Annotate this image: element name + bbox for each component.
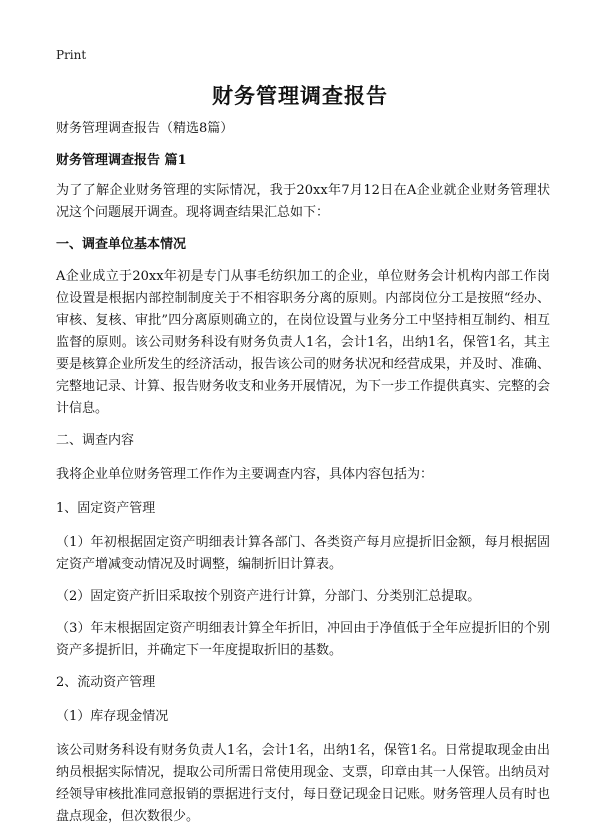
section1-heading: 一、调查单位基本情况 [56, 237, 187, 252]
section1-paragraph: A企业成立于20xx年初是专门从事毛纺织加工的企业，单位财务会计机构内部工作岗位设置是根据内部控制制度关于不相容职务分离的原则。内部岗位分工是按照“经办、审核、复核、审批”四分离原则确立的，在岗位设置与业务分工中坚持相互制约、相互监督的原则。该公司财务科设有财务负责人1名，会计1名，出纳1名，保管1名，其主要是核算企业所发生的经济活动，报告该公司的财务状况和经营成果，并及时、准确、完整地记录、计算、报告财务收支和业务开展情况，为下一步工作提供真实、完整的会计信息。 [56, 269, 551, 416]
document-body [56, 118, 550, 838]
section2-intro: 我将企业单位财务管理工作作为主要调查内容，具体内容包括为： [56, 467, 434, 482]
sub2-item1-heading: （1）库存现金情况 [56, 709, 169, 724]
sub2-item1-paragraph: 该公司财务科设有财务负责人1名，会计1名，出纳1名，保管1名。日常提取现金由出纳员根据实际情况，提取公司所需日常使用现金、支票，印章由其一人保管。出纳员对经领导审核批准同意报销的票据进行支付，每日登记现金日记账。财务管理人员有时也盘点现金，但次数很少。 [56, 743, 551, 824]
section2-heading: 二、调查内容 [56, 433, 135, 448]
sub1-item-1: （1）年初根据固定资产明细表计算各部门、各类资产每月应提折旧金额，每月根据固定资产增减变动情况及时调整，编制折旧计算表。 [56, 535, 550, 572]
page-title: 财务管理调查报告 [212, 83, 388, 108]
article-heading: 财务管理调查报告 篇1 [56, 153, 187, 168]
print-link[interactable]: Print [56, 48, 87, 62]
sub1-item-2: （2）固定资产折旧采取按个别资产进行计算，分部门、分类别汇总提取。 [56, 589, 481, 604]
sub2-heading: 2、流动资产管理 [56, 675, 156, 690]
document-subtitle: 财务管理调查报告（精选8篇） [56, 121, 234, 136]
intro-paragraph: 为了了解企业财务管理的实际情况，我于20xx年7月12日在A企业就企业财务管理状况这个问题展开调查。现将调查结果汇总如下： [56, 183, 550, 220]
sub1-heading: 1、固定资产管理 [56, 501, 156, 516]
sub1-item-3: （3）年末根据固定资产明细表计算全年折旧，冲回由于净值低于全年应提折旧的个别资产多提折旧，并确定下一年度提取折旧的基数。 [56, 621, 550, 658]
